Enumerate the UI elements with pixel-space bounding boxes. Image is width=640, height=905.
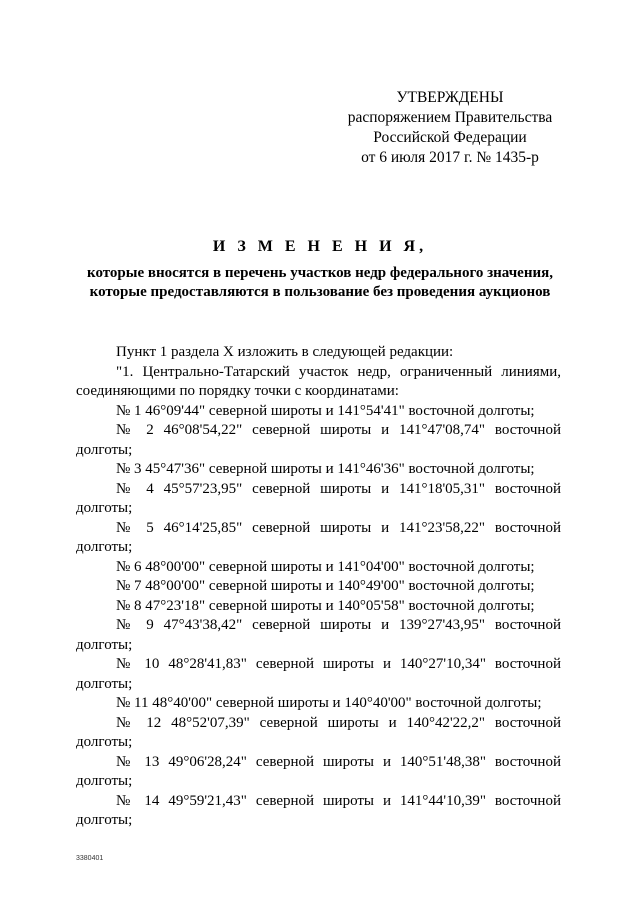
document-subtitle — [40, 264, 600, 302]
coordinate-point: № 2 46°08'54,22" северной широты и 141°47'08,74" восточной — [116, 422, 561, 438]
approval-date: от 6 июля 2017 г. № 1435-р — [361, 149, 539, 166]
approval-line-2: распоряжением Правительства — [347, 109, 553, 126]
section-line-1: "1. Центрально-Татарский участок недр, ограниченный линиями, — [116, 363, 561, 380]
document-title: И З М Е Н Е Н И Я, — [212, 238, 428, 255]
coordinate-point: № 3 45°47'36" северной широты и 141°46'36" восточной долготы; — [116, 461, 535, 477]
coordinate-point-continuation: долготы; — [76, 734, 133, 750]
approval-block — [340, 88, 560, 168]
section-line-2: соединяющими по порядку точки с координатами: — [76, 383, 399, 399]
document-body — [76, 343, 561, 831]
coordinate-point: № 4 45°57'23,95" северной широты и 141°18'05,31" восточной — [116, 480, 561, 497]
coordinate-point-continuation: долготы; — [76, 500, 133, 516]
document-code: 3380401 — [76, 855, 104, 862]
coordinate-point: № 12 48°52'07,39" северной широты и 140°42'22,2" восточной — [116, 714, 561, 731]
coordinate-points-list — [76, 402, 561, 831]
approval-line-3: Российской Федерации — [373, 129, 527, 146]
coordinate-point-continuation: долготы; — [76, 539, 133, 555]
coordinate-point: № 1 46°09'44" северной широты и 141°54'41" восточной долготы; — [116, 402, 535, 419]
coordinate-point: № 9 47°43'38,42" северной широты и 139°27'43,95" восточной — [116, 617, 561, 633]
coordinate-point: № 13 49°06'28,24" северной широты и 140°51'48,38" восточной — [116, 753, 561, 770]
coordinate-point: № 14 49°59'21,43" северной широты и 141°44'10,39" восточной — [116, 792, 561, 809]
coordinate-point: № 7 48°00'00" северной широты и 140°49'00" восточной долготы; — [116, 578, 535, 594]
subtitle-line-1: которые вносятся в перечень участков недр федерального значения, — [87, 265, 553, 281]
coordinate-point: № 10 48°28'41,83" северной широты и 140°27'10,34" восточной — [116, 656, 561, 672]
coordinate-point-continuation: долготы; — [76, 812, 133, 828]
coordinate-point: № 6 48°00'00" северной широты и 141°04'00" восточной долготы; — [116, 558, 535, 575]
coordinate-point: № 8 47°23'18" северной широты и 140°05'58" восточной долготы; — [116, 597, 535, 614]
coordinate-point: № 11 48°40'00" северной широты и 140°40'00" восточной долготы; — [116, 695, 542, 711]
coordinate-point-continuation: долготы; — [76, 441, 133, 458]
coordinate-point: № 5 46°14'25,85" северной широты и 141°23'58,22" восточной — [116, 519, 561, 536]
subtitle-line-2: которые предоставляются в пользование без проведения аукционов — [89, 284, 551, 300]
coordinate-point-continuation: долготы; — [76, 636, 133, 653]
intro-paragraph: Пункт 1 раздела X изложить в следующей редакции: — [116, 344, 454, 360]
approval-title: УТВЕРЖДЕНЫ — [396, 89, 504, 106]
coordinate-point-continuation: долготы; — [76, 773, 133, 789]
coordinate-point-continuation: долготы; — [76, 675, 133, 692]
